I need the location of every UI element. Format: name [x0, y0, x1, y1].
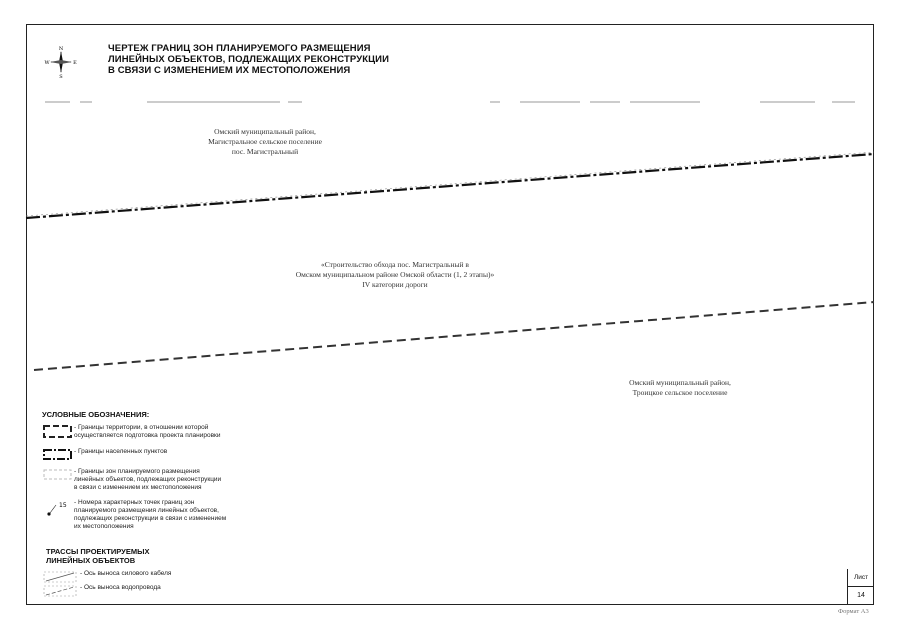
legend-text-settlement: - Границы населенных пунктов [74, 448, 168, 455]
format-label: Формат А3 [838, 608, 869, 615]
water-pipe-axis-icon [42, 584, 78, 601]
project-label: «Строительство обхода пос. Магистральный в Омском муниципальном районе Омской области (1, 2 этапы)» IV категории дороги [295, 260, 495, 289]
drawing-title: ЧЕРТЕЖ ГРАНИЦ ЗОН ПЛАНИРУЕМОГО РАЗМЕЩЕНИЯ ЛИНЕЙНЫХ ОБЪЕКТОВ, ПОДЛЕЖАЩИХ РЕКОНСТРУКЦИИ В СВЯЗИ С ИЗМЕНЕНИЕМ ИХ МЕСТОПОЛОЖЕНИЯ [108, 43, 389, 76]
zone-boundary-icon [42, 468, 74, 485]
point-number-label: 15 [59, 502, 67, 509]
settlement-boundary-icon [42, 448, 74, 465]
area-south-label: Омский муниципальный район, Троицкое сельское поселение [629, 378, 731, 397]
compass-rose-icon [45, 46, 77, 78]
legend-text-territory: - Границы территории, в отношении которой осуществляется подготовка проекта планировки [74, 424, 221, 439]
legend-text-point: - Номера характерных точек границ зон планируемого размещения линейных объектов, подлежащих реконструкции в связи с изменением их местоположения [74, 499, 227, 530]
compass-s: S [59, 74, 63, 80]
compass-w: W [44, 60, 50, 66]
point-number-icon [42, 499, 74, 522]
sheet-number: 14 [857, 592, 865, 599]
compass-e: E [73, 60, 77, 66]
area-north-label: Омский муниципальный район, Магистральное сельское поселение пос. Магистральный [208, 127, 322, 156]
legend-title: УСЛОВНЫЕ ОБОЗНАЧЕНИЯ: [42, 410, 150, 419]
settlement-boundary-line [26, 152, 874, 218]
territory-boundary-line [34, 302, 874, 370]
sheet-label: Лист [848, 569, 874, 587]
territory-boundary-icon [42, 424, 74, 443]
legend-text-water: - Ось выноса водопровода [80, 584, 161, 591]
routes-title: ТРАССЫ ПРОЕКТИРУЕМЫХ ЛИНЕЙНЫХ ОБЪЕКТОВ [46, 547, 150, 565]
legend-text-zone: - Границы зон планируемого размещения линейных объектов, подлежащих реконструкции в связи с изменением их местоположения [74, 468, 222, 491]
compass-n: N [58, 46, 64, 52]
legend-text-cable: - Ось выноса силового кабеля [80, 570, 172, 577]
sheet-box [847, 569, 874, 605]
